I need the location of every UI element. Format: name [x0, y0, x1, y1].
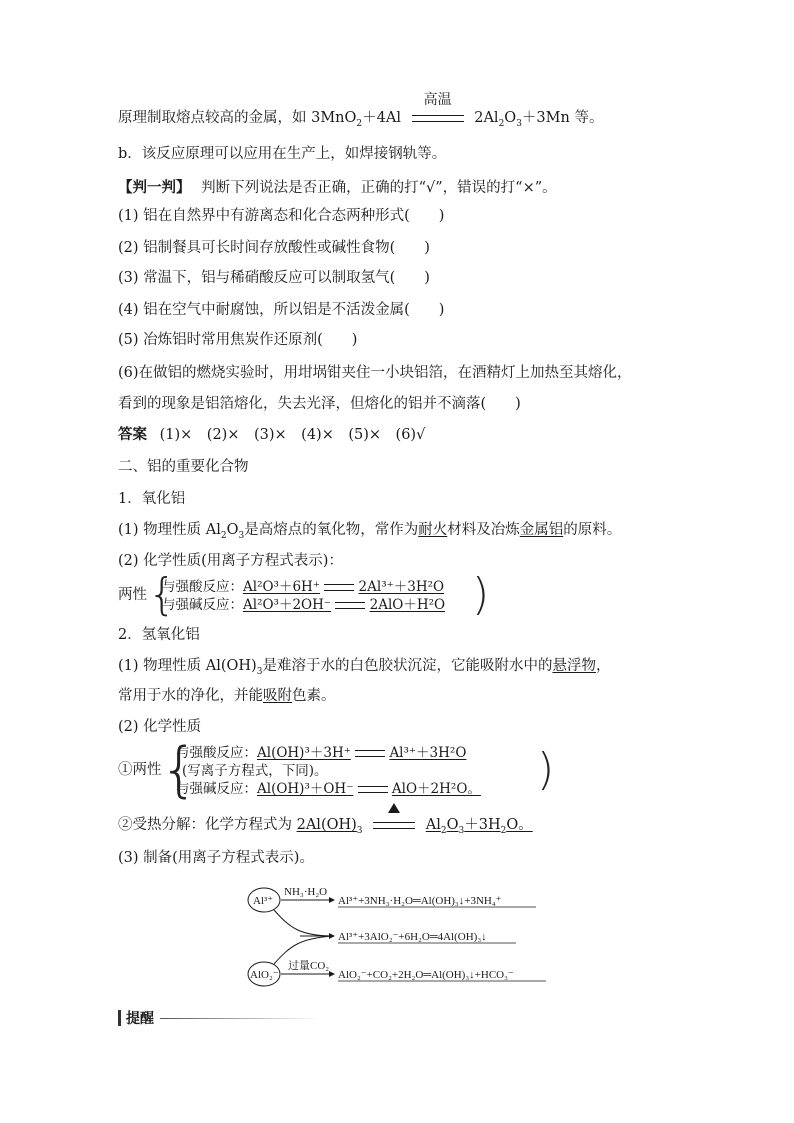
top-text-4: O — [504, 110, 517, 126]
text: 是高熔点的氧化物，常作为 — [244, 522, 419, 538]
tip-bar-icon — [118, 1010, 121, 1026]
alumina-base — [162, 595, 445, 615]
judge-item-4: (4) 铝在空气中耐腐蚀，所以铝是不活泼金属( ) — [118, 302, 445, 318]
sub: 2 — [356, 118, 363, 129]
alumina-heading: 1．氧化铝 — [118, 491, 186, 507]
eq-top: Al³⁺+3NH₃·H₂O═Al(OH)₃↓+3NH₄⁺ — [338, 895, 502, 907]
text: 是难溶于水的白色胶状沉淀，它能吸附水中的 — [262, 658, 553, 674]
text: 材料及冶炼 — [447, 522, 520, 538]
label: 与强酸反应： — [176, 745, 257, 761]
hydroxide-physical-2 — [118, 686, 336, 706]
sub: 3 — [256, 666, 263, 677]
equation-left: Al(OH)³＋3H⁺ — [257, 745, 351, 761]
hydroxide-amph-label: ①两性 — [118, 762, 162, 778]
tip-label: 提醒 — [126, 1011, 154, 1027]
text: 2Al(OH) — [296, 817, 357, 833]
section-2-heading: 二、铝的重要化合物 — [118, 459, 249, 475]
right-brace: ) — [537, 744, 555, 795]
reaction-condition — [412, 92, 464, 128]
judge-item-6-cont: 看到的现象是铝箔熔化，失去光泽，但熔化的铝并不滴落( ) — [118, 396, 521, 412]
judge-item-6: (6)在做铝的燃烧实验时，用坩埚钳夹住一小块铝箔，在酒精灯上加热至其熔化， — [118, 365, 632, 381]
equals-sign — [335, 602, 365, 609]
alumina-acid — [162, 577, 444, 597]
eq-bottom: AlO₂⁻+CO₂+2H₂O═Al(OH)₃↓+HCO₃⁻ — [338, 969, 514, 981]
blank-answer: 悬浮物 — [552, 658, 596, 674]
sub: 3 — [516, 118, 522, 129]
sub: 2 — [500, 825, 507, 836]
left-brace: { — [160, 735, 199, 805]
text: O — [226, 522, 239, 538]
sub: 3 — [238, 530, 245, 541]
alumina-physical — [118, 520, 621, 546]
tip-header — [118, 1008, 320, 1028]
tip-rule — [160, 1018, 320, 1019]
blank-answer: 金属铝 — [519, 522, 564, 538]
sub: 3 — [356, 825, 363, 836]
equation-right: 2Al³⁺＋3H²O — [358, 579, 445, 595]
text: Al — [425, 817, 441, 833]
answer-label: 答案 — [118, 426, 147, 443]
sub: 2 — [220, 530, 227, 541]
answer-line — [118, 425, 425, 445]
equation-right — [425, 817, 533, 836]
alumina-chemical: (2) 化学性质(用离子方程式表示)： — [118, 553, 343, 569]
answer-text: (1)× (2)× (3)× (4)× (5)× (6)√ — [159, 427, 426, 443]
label-bottom: 过量CO₂ — [288, 960, 330, 972]
equation-left: Al²O³＋6H⁺ — [243, 579, 320, 595]
equals-sign — [324, 584, 354, 591]
judge-heading — [118, 178, 557, 198]
blank-answer: 吸附 — [263, 688, 292, 704]
text: 的原料。 — [563, 522, 622, 538]
equation-left: Al(OH)³＋OH⁻ — [257, 781, 354, 797]
text: (1) 物理性质 Al — [118, 522, 221, 538]
text: ＋3H — [464, 817, 501, 833]
line-b: b．该反应原理可以应用在生产上，如焊接钢轨等。 — [118, 146, 447, 162]
judge-item-2: (2) 铝制餐具可长时间存放酸性或碱性食物( ) — [118, 240, 430, 256]
top-equation-line — [118, 92, 604, 134]
judge-item-1: (1) 铝在自然界中有游离态和化合态两种形式( ) — [118, 208, 445, 224]
equation-left — [296, 817, 363, 836]
judge-item-5: (5) 冶炼铝时常用焦炭作还原剂( ) — [118, 332, 358, 348]
label: 与强酸反应： — [162, 579, 243, 595]
judge-item-3: (3) 常温下，铝与稀硝酸反应可以制取氢气( ) — [118, 270, 430, 286]
reaction-condition — [373, 815, 415, 835]
equals-sign — [412, 115, 464, 122]
merge-curve — [274, 910, 334, 964]
text: O — [446, 817, 459, 833]
hydroxide-chemical: (2) 化学性质 — [118, 719, 202, 735]
equation-right: Al³⁺＋3H²O — [389, 745, 467, 761]
text: 常用于水的净化，并能 — [118, 688, 263, 704]
sub: 3 — [458, 825, 465, 836]
condition-label: 高温 — [423, 92, 452, 108]
top-text-3: 2Al — [474, 110, 499, 126]
blank-answer: 耐火 — [418, 522, 448, 538]
equation-right: 2AlO＋H²O — [369, 597, 446, 613]
hydroxide-base — [176, 779, 481, 799]
hydroxide-heading: 2．氢氧化铝 — [118, 627, 200, 643]
equals-sign — [373, 822, 415, 829]
hydroxide-note: (写离子方程式，下同)。 — [182, 763, 328, 779]
text: O。 — [506, 817, 533, 833]
equation-left: Al²O³＋2OH⁻ — [243, 597, 332, 613]
top-text-2: ＋4Al — [362, 110, 401, 126]
text: ②受热分解：化学方程式为 — [118, 817, 292, 833]
sub: 2 — [440, 825, 447, 836]
alumina-amph-label: 两性 — [118, 587, 147, 603]
heat-triangle-icon — [373, 801, 415, 821]
sub: 2 — [498, 118, 505, 129]
hydroxide-physical-1 — [118, 656, 610, 682]
top-text: 原理制取熔点较高的金属，如 3MnO — [118, 110, 357, 126]
equation-right: AlO＋2H²O。 — [391, 781, 481, 797]
judge-instruction: 判断下列说法是否正确，正确的打“√”，错误的打“×”。 — [201, 180, 557, 196]
preparation-diagram — [240, 878, 560, 992]
eq-mid: Al³⁺+3AlO₂⁻+6H₂O═4Al(OH)₃↓ — [338, 931, 487, 943]
right-brace: ) — [472, 569, 490, 620]
text: 色素。 — [292, 688, 336, 704]
left-brace: { — [148, 569, 176, 620]
label: 与强碱反应： — [176, 781, 257, 797]
text: (1) 物理性质 Al(OH) — [118, 658, 257, 674]
equals-sign — [355, 750, 385, 757]
label-top: NH₃·H₂O — [284, 886, 328, 898]
label: 与强碱反应： — [162, 597, 243, 613]
hydroxide-heat — [118, 815, 533, 841]
text: ， — [595, 658, 611, 674]
equals-sign — [358, 786, 388, 793]
node-al: Al³⁺ — [253, 895, 274, 907]
hydroxide-acid — [176, 743, 466, 763]
node-alo2: AlO₂⁻ — [250, 969, 279, 981]
judge-tag: 【判一判】 — [118, 179, 191, 196]
top-text-5: ＋3Mn 等。 — [521, 110, 604, 126]
hydroxide-prep: (3) 制备(用离子方程式表示)。 — [118, 850, 314, 866]
triangle — [388, 803, 400, 813]
